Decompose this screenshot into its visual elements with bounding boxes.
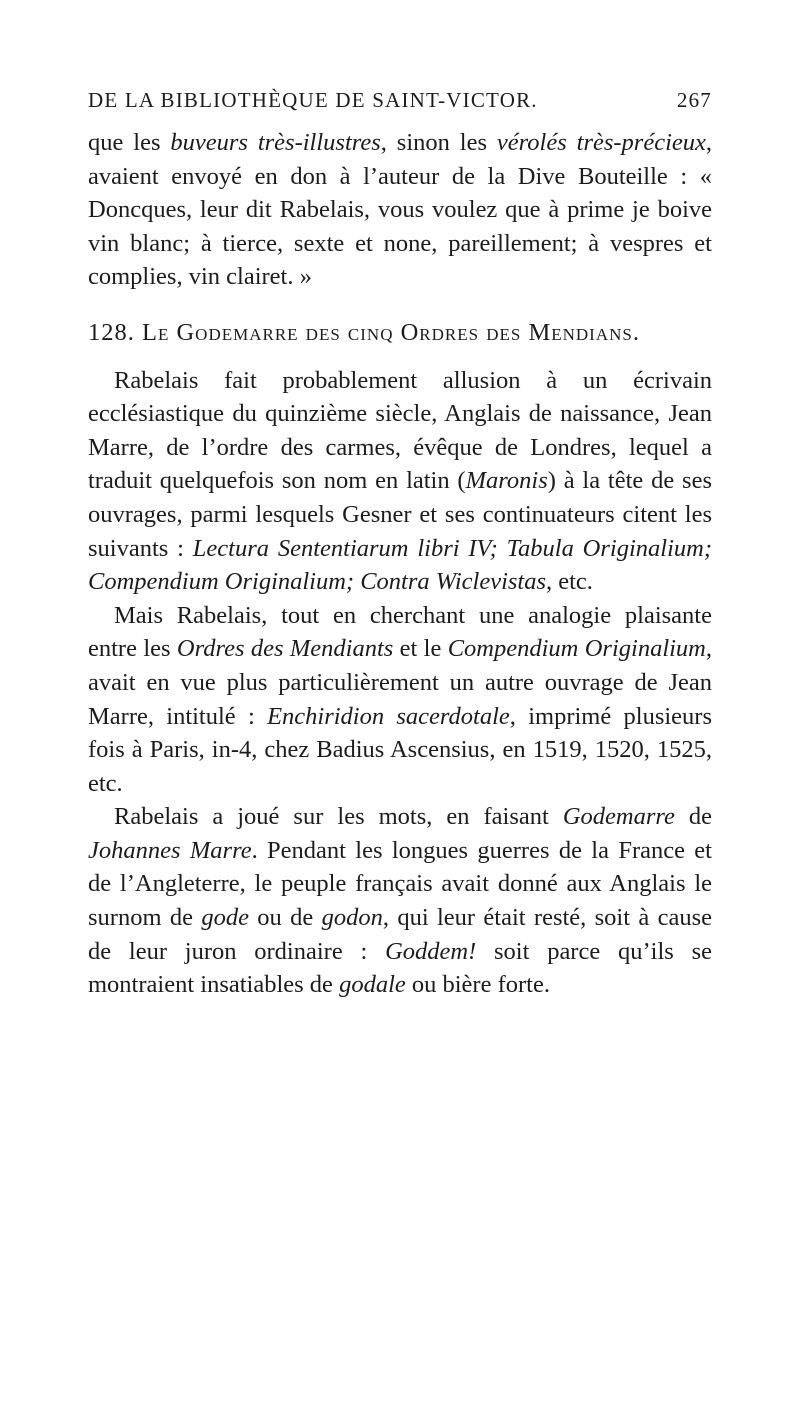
italic-run: Godemarre [562, 803, 675, 831]
text-run: ou bière forte. [405, 971, 550, 999]
body-text [88, 126, 712, 1002]
paragraph [88, 800, 712, 1002]
italic-run: buveurs très-illustres [170, 129, 381, 156]
italic-run: Maronis [465, 467, 548, 495]
paragraph [88, 364, 712, 599]
italic-run: godon [321, 904, 383, 932]
italic-run: Compendium Originalium [447, 635, 706, 663]
text-run: , avaient envoyé en don à l’auteur de la Dive Bouteille : « Doncques, leur dit Rabelais, vous voulez que à prime je boive vin blanc; à tierce, sexte et none, pareillement; à vespres et complies, vin clairet. » [88, 129, 713, 291]
italic-run: Ordres des Mendiants [176, 635, 394, 663]
section-title: Le Godemarre des cinq Ordres des Mendians. [142, 318, 640, 346]
text-run: Rabelais fait probablement allusion à un écrivain ecclésiastique du quinzième siècle, Anglais de naissance, Jean Marre, de l’ordre des carmes, évêque de Londres, lequel a traduit quelquefois son nom en latin ( [88, 366, 712, 495]
page-number: 267 [676, 88, 712, 112]
italic-run: Johannes Marre [88, 836, 252, 864]
section-number: 128. [88, 318, 135, 346]
text-run: ) à la tête de ses ouvrages, parmi lesquels Gesner et ses continuateurs citent les suivants : [88, 467, 712, 562]
running-title: DE LA BIBLIOTHÈQUE DE SAINT-VICTOR. [88, 88, 538, 112]
paragraph-continued [88, 126, 712, 294]
text-run: de [674, 803, 713, 831]
italic-run: Goddem! [385, 937, 477, 965]
italic-run: godale [339, 971, 406, 999]
text-run: et le [393, 635, 448, 663]
italic-run: Enchiridion sacerdotale [267, 702, 510, 730]
text-run: ou de [248, 904, 322, 932]
text-run: . Pendant les longues guerres de la France et de l’Angleterre, le peuple français avait donné aux Anglais le surnom de [88, 836, 712, 932]
italic-run: Lectura Sententiarum libri IV; Tabula Originalium; Compendium Originalium; Contra Wiclevistas [88, 534, 712, 596]
text-run: , qui leur était resté, soit à cause de leur juron ordinaire : [88, 904, 712, 965]
book-page [88, 88, 712, 1002]
running-head [88, 88, 712, 118]
section-heading [88, 316, 712, 350]
text-run: Rabelais a joué sur les mots, en faisant [114, 803, 563, 831]
text-run: , etc. [546, 568, 593, 596]
text-run: , imprimé plusieurs fois à Paris, in-4, chez Badius Ascensius, en 1519, 1520, 1525, etc. [88, 702, 712, 797]
italic-run: vérolés très-précieux [496, 129, 706, 156]
text-run: que les [88, 129, 171, 156]
text-run: soit parce qu’ils se montraient insatiables de [88, 937, 712, 999]
text-run: Mais Rabelais, tout en cherchant une analogie plaisante entre les [88, 601, 712, 663]
text-run: , avait en vue plus particulièrement un autre ouvrage de Jean Marre, intitulé : [88, 635, 713, 730]
text-run: , sinon les [380, 129, 497, 156]
paragraph [88, 599, 712, 801]
italic-run: gode [201, 904, 249, 932]
